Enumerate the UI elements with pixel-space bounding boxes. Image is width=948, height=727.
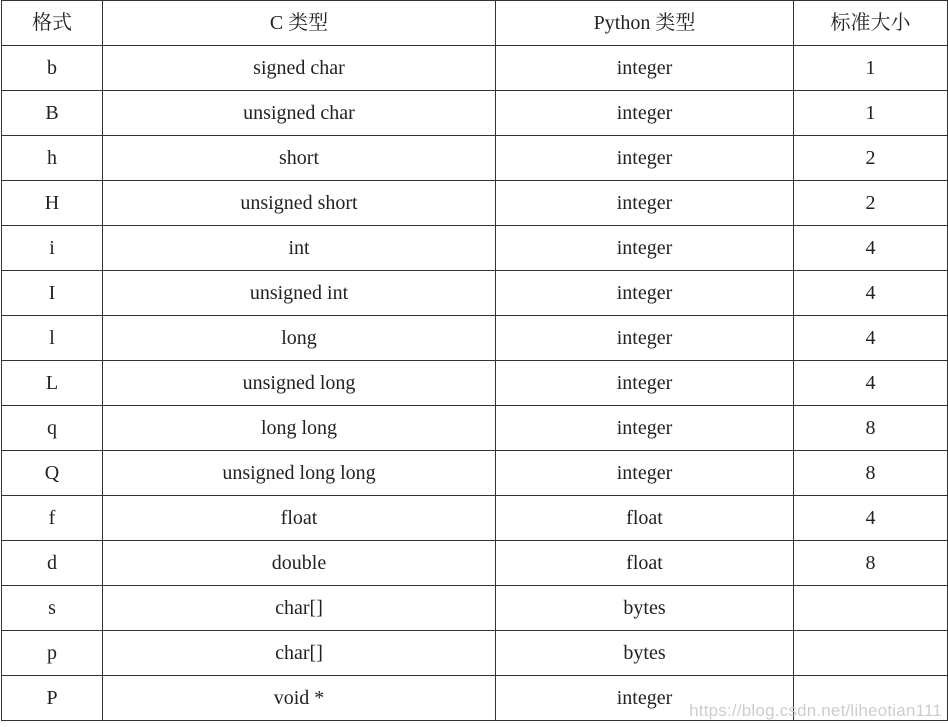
cell-format: b xyxy=(2,46,103,91)
table-header xyxy=(2,1,948,46)
cell-standard-size: 1 xyxy=(794,46,948,91)
header-c-type: C 类型 xyxy=(103,1,496,46)
cell-c-type: unsigned char xyxy=(103,91,496,136)
header-standard-size: 标准大小 xyxy=(794,1,948,46)
cell-python-type: float xyxy=(496,496,794,541)
table-row xyxy=(2,316,948,361)
cell-standard-size: 1 xyxy=(794,91,948,136)
table-row xyxy=(2,496,948,541)
cell-python-type: integer xyxy=(496,271,794,316)
table-body xyxy=(2,46,948,721)
cell-c-type: unsigned long long xyxy=(103,451,496,496)
cell-python-type: integer xyxy=(496,676,794,721)
cell-c-type: void * xyxy=(103,676,496,721)
cell-python-type: integer xyxy=(496,406,794,451)
cell-format: P xyxy=(2,676,103,721)
table-row xyxy=(2,406,948,451)
cell-c-type: int xyxy=(103,226,496,271)
cell-format: B xyxy=(2,91,103,136)
header-format: 格式 xyxy=(2,1,103,46)
cell-c-type: long xyxy=(103,316,496,361)
cell-format: l xyxy=(2,316,103,361)
cell-format: q xyxy=(2,406,103,451)
header-row xyxy=(2,1,948,46)
cell-c-type: float xyxy=(103,496,496,541)
cell-standard-size: 4 xyxy=(794,226,948,271)
cell-c-type: char[] xyxy=(103,631,496,676)
cell-c-type: unsigned long xyxy=(103,361,496,406)
table-row xyxy=(2,181,948,226)
table-row xyxy=(2,586,948,631)
cell-standard-size: 8 xyxy=(794,541,948,586)
cell-c-type: char[] xyxy=(103,586,496,631)
cell-python-type: integer xyxy=(496,46,794,91)
cell-format: Q xyxy=(2,451,103,496)
cell-format: p xyxy=(2,631,103,676)
header-python-type: Python 类型 xyxy=(496,1,794,46)
table-row xyxy=(2,46,948,91)
cell-python-type: integer xyxy=(496,361,794,406)
table-row xyxy=(2,91,948,136)
cell-python-type: bytes xyxy=(496,586,794,631)
cell-format: s xyxy=(2,586,103,631)
cell-standard-size: 8 xyxy=(794,451,948,496)
cell-python-type: integer xyxy=(496,181,794,226)
cell-python-type: integer xyxy=(496,451,794,496)
cell-format: H xyxy=(2,181,103,226)
table-row xyxy=(2,631,948,676)
cell-c-type: double xyxy=(103,541,496,586)
cell-format: I xyxy=(2,271,103,316)
cell-standard-size: 8 xyxy=(794,406,948,451)
cell-python-type: float xyxy=(496,541,794,586)
cell-standard-size: 4 xyxy=(794,316,948,361)
cell-standard-size: 4 xyxy=(794,361,948,406)
cell-standard-size xyxy=(794,631,948,676)
cell-format: i xyxy=(2,226,103,271)
cell-python-type: integer xyxy=(496,226,794,271)
cell-c-type: unsigned short xyxy=(103,181,496,226)
watermark-url: https://blog.csdn.net/liheotian111 xyxy=(689,701,942,720)
cell-standard-size: 2 xyxy=(794,136,948,181)
table-row xyxy=(2,136,948,181)
cell-python-type: integer xyxy=(496,136,794,181)
cell-c-type: unsigned int xyxy=(103,271,496,316)
table-row xyxy=(2,226,948,271)
cell-c-type: signed char xyxy=(103,46,496,91)
cell-python-type: integer xyxy=(496,316,794,361)
cell-c-type: long long xyxy=(103,406,496,451)
cell-standard-size: 4 xyxy=(794,496,948,541)
cell-format: L xyxy=(2,361,103,406)
cell-format: h xyxy=(2,136,103,181)
cell-c-type: short xyxy=(103,136,496,181)
table-row xyxy=(2,541,948,586)
cell-format: f xyxy=(2,496,103,541)
cell-python-type: integer xyxy=(496,91,794,136)
cell-python-type: bytes xyxy=(496,631,794,676)
table-row xyxy=(2,361,948,406)
cell-standard-size: 2 xyxy=(794,181,948,226)
struct-format-table xyxy=(1,0,948,721)
table-row xyxy=(2,451,948,496)
table-row xyxy=(2,271,948,316)
cell-format: d xyxy=(2,541,103,586)
cell-standard-size xyxy=(794,586,948,631)
cell-standard-size: 4 xyxy=(794,271,948,316)
